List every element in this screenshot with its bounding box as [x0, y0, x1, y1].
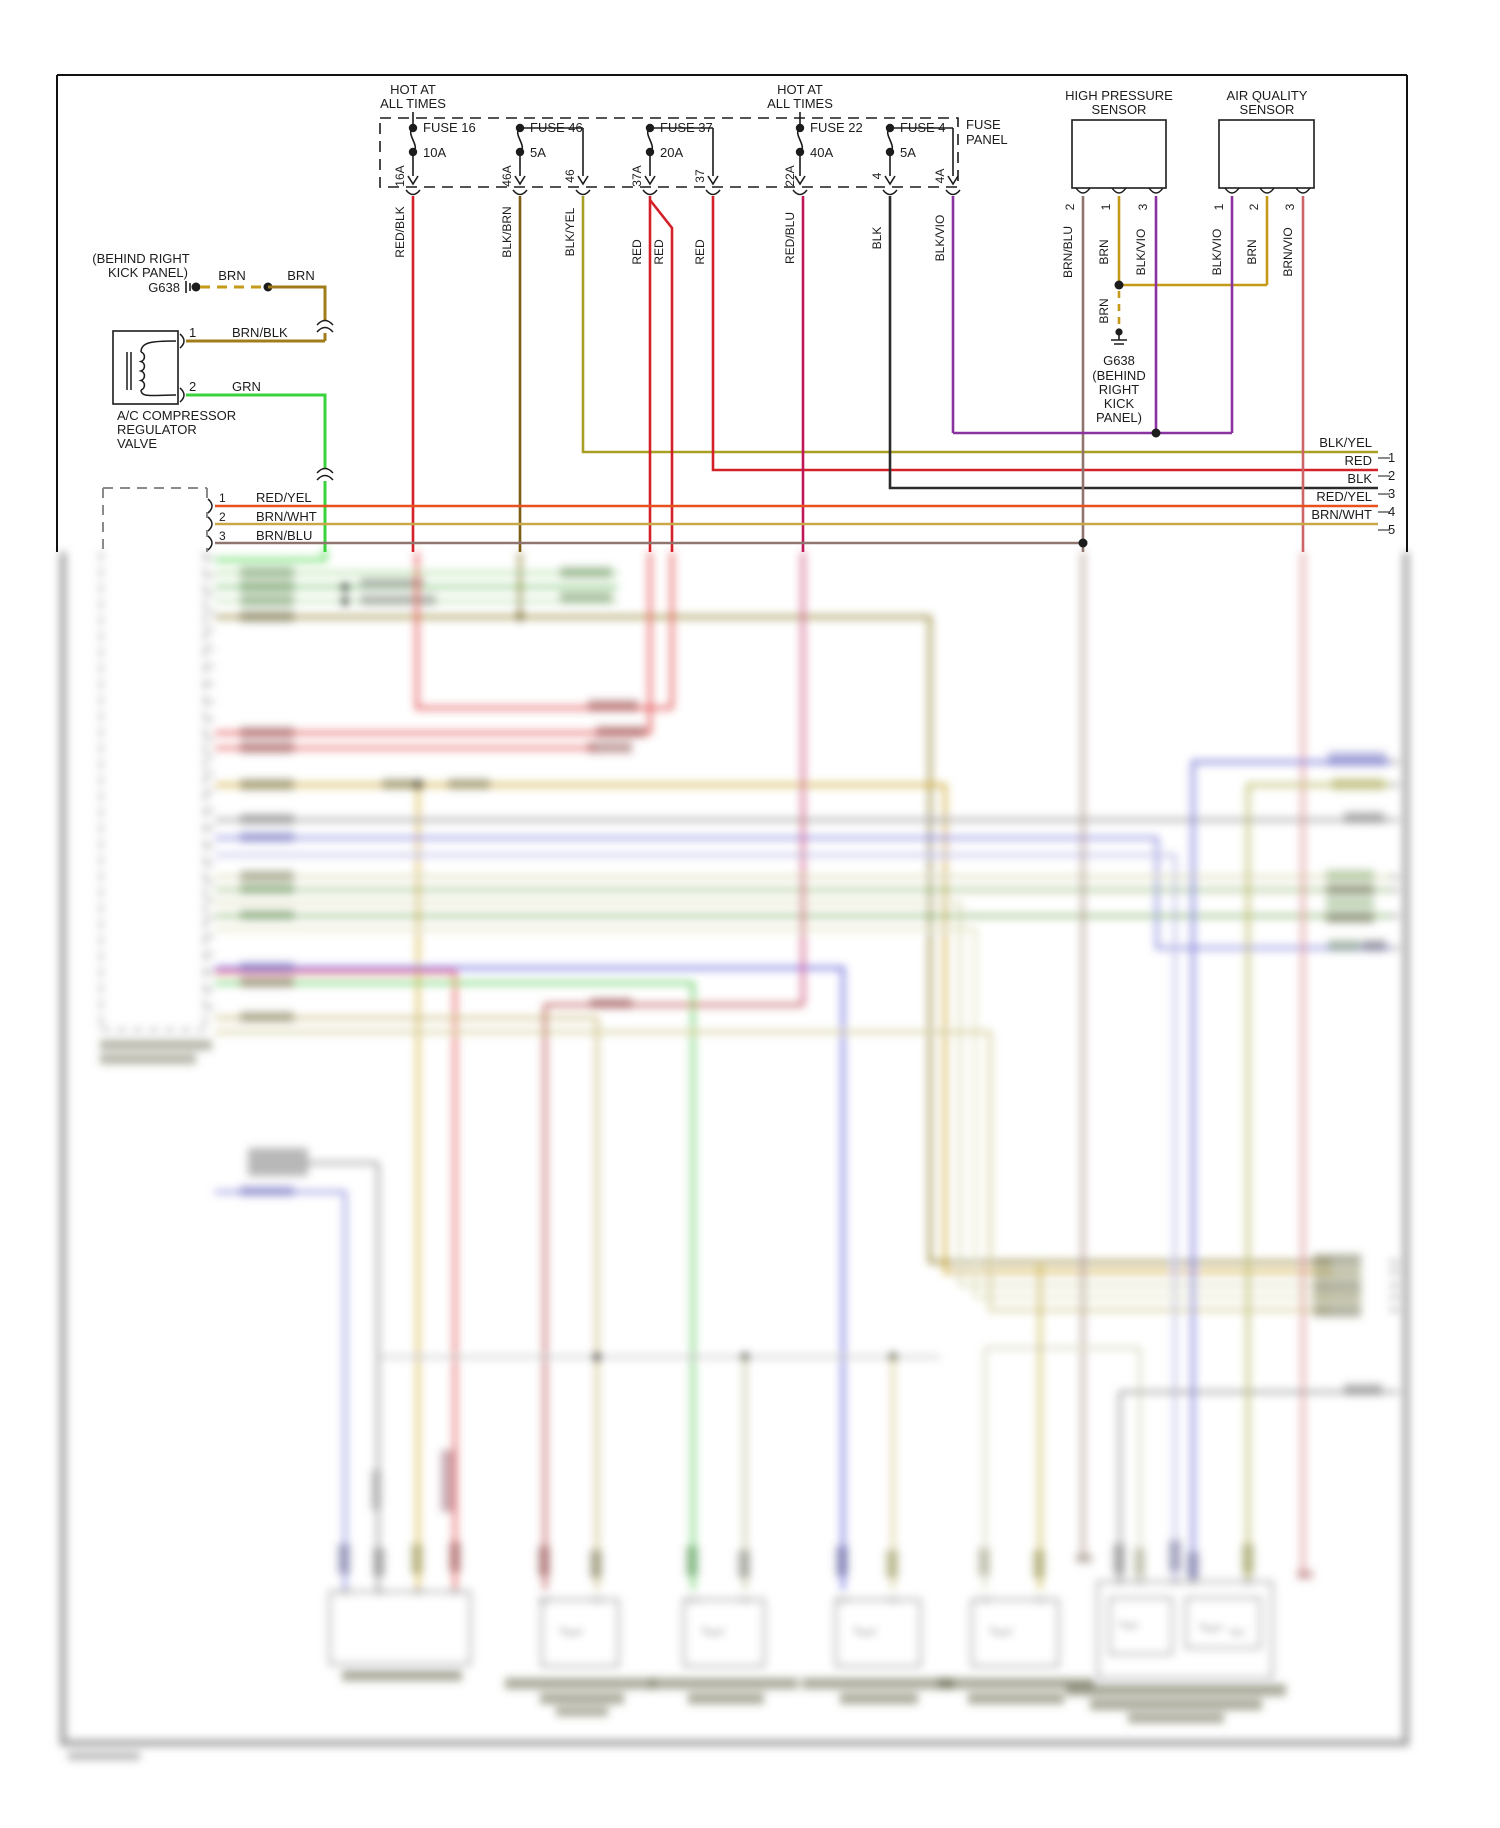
- lc-pin2-wire: BRN/WHT: [256, 509, 317, 524]
- valve-pin1-num: 1: [189, 325, 197, 340]
- re-wire-3: BLK: [1347, 471, 1372, 486]
- aq-pin1-wire: BLK/VIO: [1210, 228, 1224, 276]
- re-pin-1: 1: [1388, 450, 1396, 465]
- re-wire-2: RED: [1344, 453, 1372, 468]
- feed-wire-labels: [393, 165, 947, 264]
- aq-pin2-num: 2: [1247, 203, 1261, 211]
- hp-pin3-wire: BLK/VIO: [1134, 228, 1148, 276]
- valve-pin2-wire: GRN: [232, 379, 261, 394]
- aq-pin3-num: 3: [1283, 203, 1297, 211]
- fuse-panel-title-line2: PANEL: [966, 132, 1008, 147]
- lc-pin3-num: 3: [219, 529, 226, 543]
- label-red-a: RED: [630, 239, 644, 265]
- fuse-22-name: FUSE 22: [810, 120, 863, 135]
- hp-pin1-wire: BRN: [1097, 239, 1111, 265]
- aq-pin3-wire: BRN/VIO: [1281, 227, 1295, 277]
- splice-break-symbol: [317, 321, 333, 333]
- label-blk: BLK: [870, 226, 884, 250]
- valve-pin2-num: 2: [189, 379, 197, 394]
- circuit-4a: 4A: [933, 168, 947, 184]
- blurred-lower-diagram: [60, 548, 1409, 1760]
- aq-pin2-wire: BRN: [1245, 239, 1259, 265]
- sharp-upper-diagram: [57, 75, 1407, 552]
- hot-left-line2: ALL TIMES: [380, 96, 446, 111]
- brn-label-2: BRN: [287, 268, 315, 283]
- left-ground-name: G638: [148, 280, 180, 295]
- re-pin-5: 5: [1388, 522, 1396, 537]
- fuse-22-rating: 40A: [810, 145, 834, 160]
- label-red-blu: RED/BLU: [783, 211, 797, 265]
- valve-name-line3: VALVE: [117, 436, 157, 451]
- lc-pin1-num: 1: [219, 491, 226, 505]
- shield-row: [380, 762, 1390, 1590]
- wire-37-red: [713, 196, 1378, 470]
- left-ground: [92, 251, 333, 341]
- fuse-labels: [423, 120, 946, 160]
- wire-46-blk-yel: [583, 196, 1378, 452]
- component-name-smudges: [68, 1670, 1286, 1760]
- left-module-box-blurred: [100, 552, 214, 1064]
- left-module-connector: [103, 488, 1378, 552]
- label-red-blk: RED/BLK: [393, 206, 407, 258]
- hp-title-line2: SENSOR: [1091, 102, 1147, 117]
- label-blk-yel: BLK/YEL: [563, 207, 577, 257]
- right-ground-loc1: (BEHIND: [1092, 368, 1146, 383]
- right-ground-loc3: KICK: [1103, 396, 1135, 411]
- left-ground-loc1: (BEHIND RIGHT: [92, 251, 190, 266]
- fuse-46-rating: 5A: [530, 145, 546, 160]
- hot-at-labels: [380, 82, 833, 111]
- wire-blk-vio-bridge: [953, 196, 1232, 433]
- valve-name-line2: REGULATOR: [117, 422, 197, 437]
- page-border: [57, 75, 1407, 552]
- valve-name-line1: A/C COMPRESSOR: [117, 408, 237, 423]
- hp-pin2-num: 2: [1063, 203, 1077, 211]
- hp-pin2-wire: BRN/BLU: [1061, 225, 1075, 279]
- label-red-c: RED: [693, 239, 707, 265]
- bottom-components: [330, 1580, 1272, 1678]
- re-pin-4: 4: [1388, 504, 1396, 519]
- valve-pin1-wire: BRN/BLK: [232, 325, 288, 340]
- fuse-4-rating: 5A: [900, 145, 916, 160]
- air-quality-sensor: [1210, 88, 1314, 277]
- fuse-37-name: FUSE 37: [660, 120, 713, 135]
- right-ground-loc4: PANEL): [1096, 410, 1142, 425]
- right-edge-stubs: [1313, 752, 1399, 1395]
- circuit-37: 37: [693, 169, 707, 183]
- fuse-37-rating: 20A: [660, 145, 684, 160]
- hp-title-line1: HIGH PRESSURE: [1065, 88, 1173, 103]
- aq-title-line2: SENSOR: [1239, 102, 1295, 117]
- circuit-4: 4: [870, 172, 884, 180]
- circuit-16a: 16A: [393, 165, 407, 187]
- right-ground-wire-label: BRN: [1097, 298, 1111, 324]
- re-wire-1: BLK/YEL: [1319, 435, 1372, 450]
- middle-wire-bundle: [215, 552, 1390, 1590]
- fuse-16-name: FUSE 16: [423, 120, 476, 135]
- label-red-b: RED: [652, 239, 666, 265]
- lc-pin2-num: 2: [219, 510, 226, 524]
- aq-pin1-num: 1: [1212, 203, 1226, 211]
- hp-pin3-num: 3: [1136, 203, 1150, 211]
- label-blk-brn: BLK/BRN: [500, 206, 514, 258]
- mustard-wire-runs: [215, 779, 1332, 1590]
- lc-pin3-wire: BRN/BLU: [256, 528, 313, 543]
- aq-title-line1: AIR QUALITY: [1226, 88, 1308, 103]
- re-wire-4: RED/YEL: [1316, 489, 1372, 504]
- hot-right-line2: ALL TIMES: [767, 96, 833, 111]
- re-wire-5: BRN/WHT: [1311, 507, 1372, 522]
- fuse-16-symbol: [410, 125, 417, 156]
- component-wire-label-smudges: [338, 1450, 1313, 1579]
- circuit-46: 46: [563, 169, 577, 183]
- grn-break-symbol: [317, 469, 333, 481]
- right-edge-pins: [1311, 435, 1395, 537]
- brn-label-1: BRN: [218, 268, 246, 283]
- re-pin-2: 2: [1388, 468, 1396, 483]
- hot-right-line1: HOT AT: [777, 82, 823, 97]
- fuse-46-name: FUSE 46: [530, 120, 583, 135]
- fuse-4-name: FUSE 4: [900, 120, 946, 135]
- right-ground-name: G638: [1103, 353, 1135, 368]
- fuse-16-rating: 10A: [423, 145, 447, 160]
- fuse-panel-title-line1: FUSE: [966, 117, 1001, 132]
- right-ground-loc2: RIGHT: [1098, 382, 1140, 397]
- left-ground-loc2: KICK PANEL): [108, 265, 188, 280]
- label-blk-vio: BLK/VIO: [933, 214, 947, 262]
- olive-wire-runs: [215, 552, 1332, 1262]
- circuit-22a: 22A: [783, 165, 797, 187]
- circuit-37a: 37A: [630, 165, 644, 187]
- re-pin-3: 3: [1388, 486, 1396, 501]
- lc-pin1-wire: RED/YEL: [256, 490, 312, 505]
- circuit-46a: 46A: [500, 165, 514, 187]
- hot-left-line1: HOT AT: [390, 82, 436, 97]
- hp-pin1-num: 1: [1099, 203, 1113, 211]
- fuse-22-symbol: [797, 125, 804, 156]
